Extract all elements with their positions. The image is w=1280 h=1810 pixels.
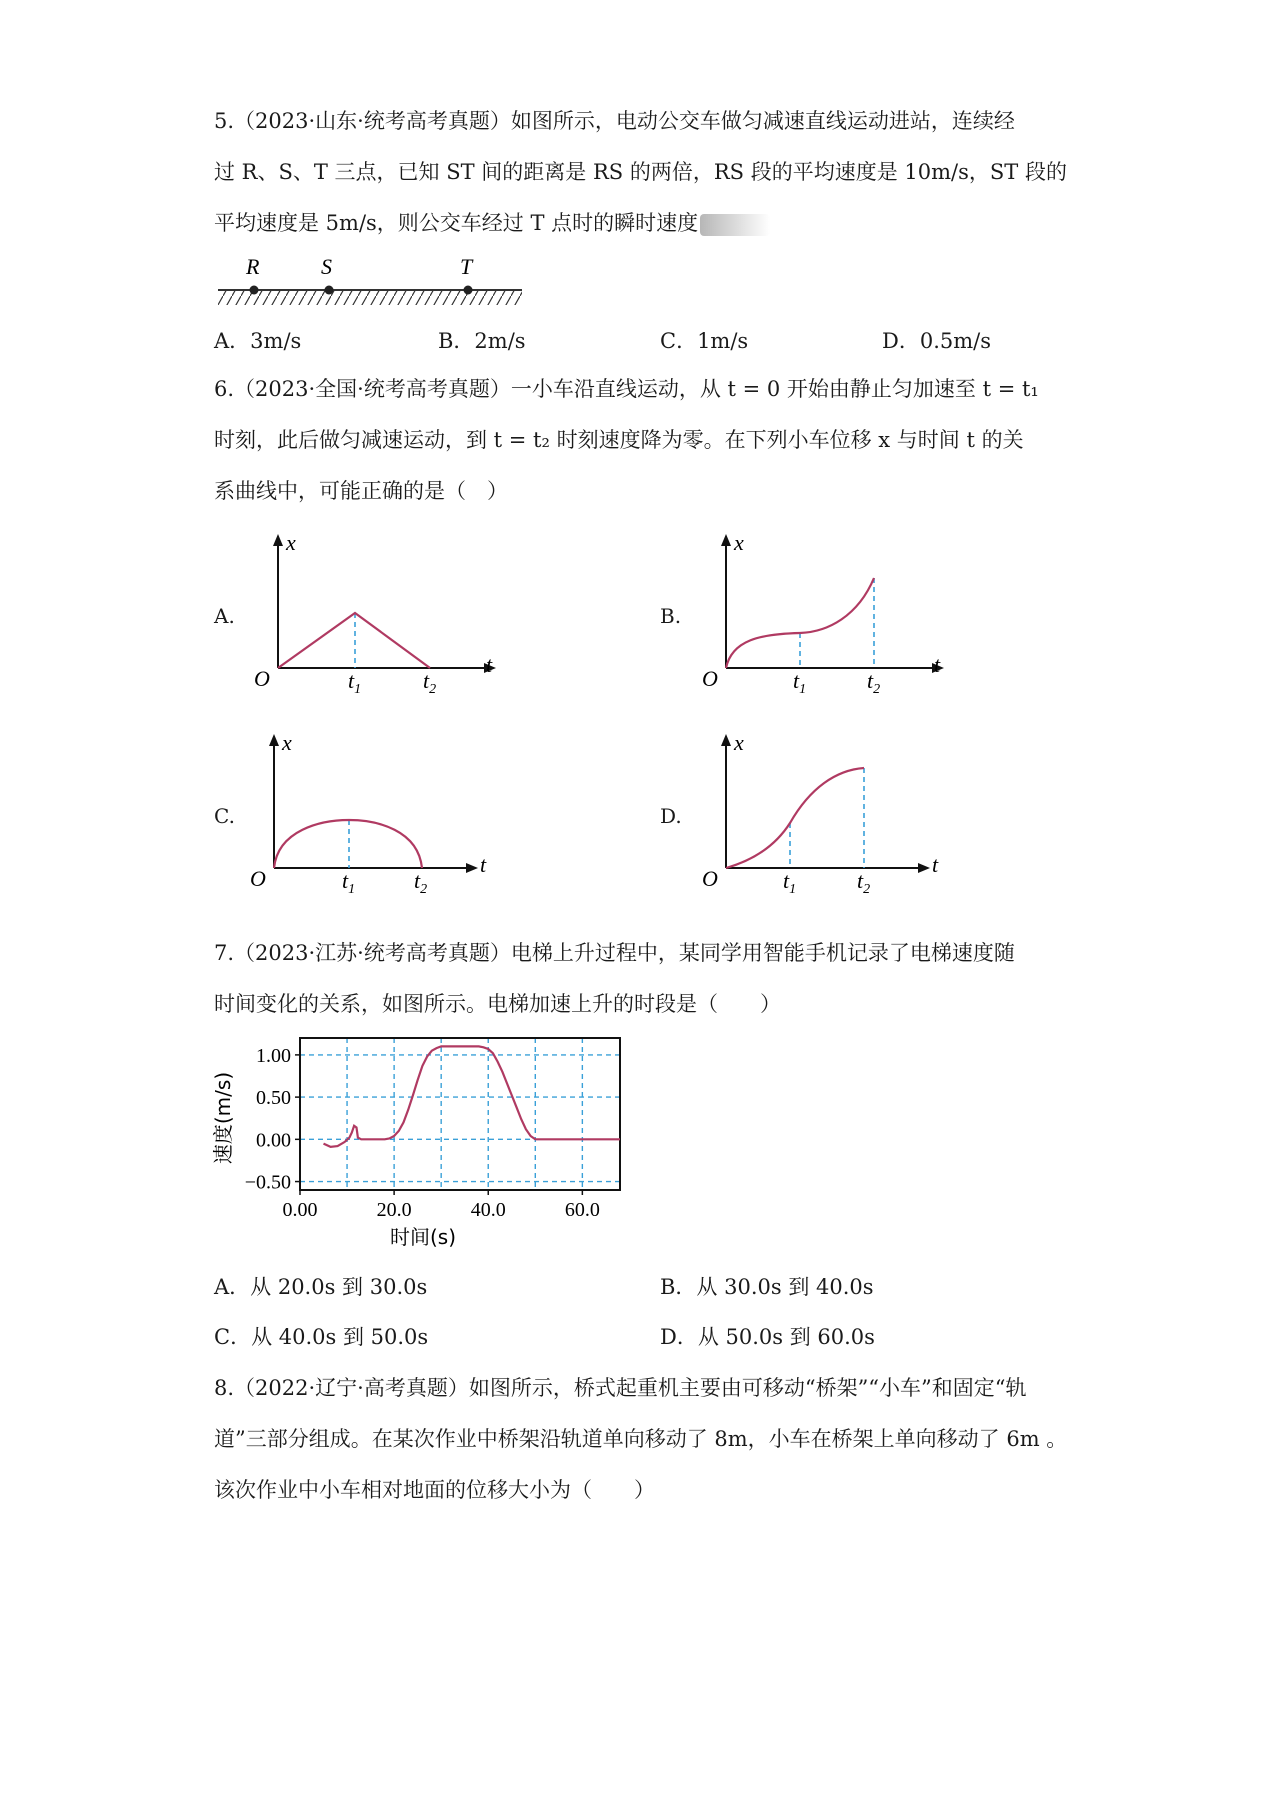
- axis-t-label: t: [934, 652, 941, 677]
- blur-mask: [700, 214, 770, 236]
- q6-line-1: 6.（2023·全国·统考高考真题）一小车沿直线运动，从 t = 0 开始由静止匀加速至 t = t₁: [214, 377, 1039, 401]
- q5-option-a[interactable]: A．3m/s: [214, 329, 302, 353]
- x-tick-label: 0.00: [282, 1199, 318, 1221]
- q8-line-3: 该次作业中小车相对地面的位移大小为（ ）: [214, 1478, 655, 1502]
- origin-label: O: [702, 666, 718, 691]
- y-axis-label: 速度(m/s): [211, 1071, 235, 1165]
- origin-label: O: [702, 866, 718, 891]
- q6-option-a-letter[interactable]: A.: [214, 604, 235, 628]
- q5-line-3: [214, 208, 770, 238]
- axis-x-label: x: [282, 730, 292, 755]
- y-tick-labels: [245, 1045, 300, 1194]
- origin-label: O: [250, 866, 266, 891]
- y-tick-label: 1.00: [256, 1044, 291, 1067]
- x-tick-labels: [283, 1190, 600, 1221]
- axis-t-label: t: [480, 852, 487, 877]
- q8-line-2: 道”三部分组成。在某次作业中桥架沿轨道单向移动了 8m，小车在桥架上单向移动了 6m 。: [214, 1427, 1068, 1451]
- axis-x-label: x: [286, 530, 296, 555]
- q7-option-d[interactable]: D．从 50.0s 到 60.0s: [660, 1325, 875, 1349]
- y-tick-label: 0.00: [256, 1129, 291, 1152]
- point-s: [325, 286, 334, 295]
- axes: [273, 534, 496, 673]
- x-tick-label: 40.0: [470, 1199, 506, 1221]
- q6-option-d-letter[interactable]: D.: [660, 804, 682, 828]
- y-tick-label: −0.50: [244, 1171, 291, 1194]
- curve-c: [274, 820, 422, 868]
- axis-t-label: t: [486, 652, 493, 677]
- t1-label: $t_1$: [342, 868, 356, 897]
- curve-d: [726, 768, 864, 868]
- q5-line-1: 5.（2023·山东·统考高考真题）如图所示，电动公交车做匀减速直线运动进站，连续经: [214, 109, 1015, 133]
- x-axis-label: 时间(s): [389, 1225, 457, 1249]
- t1-label: $t_1$: [793, 668, 807, 697]
- x-tick-label: 60.0: [564, 1199, 600, 1221]
- label-r: R: [246, 254, 260, 279]
- axes: [269, 734, 478, 873]
- q7-option-b[interactable]: B．从 30.0s 到 40.0s: [660, 1275, 874, 1299]
- velocity-chart: [210, 1030, 630, 1260]
- t2-label: $t_2$: [423, 668, 437, 697]
- q6-option-c-letter[interactable]: C.: [214, 804, 235, 828]
- q7-option-a[interactable]: A．从 20.0s 到 30.0s: [214, 1275, 428, 1299]
- q6-graph-b[interactable]: [698, 530, 968, 695]
- q5-line-3-text: 平均速度是 5m/s，则公交车经过 T 点时的瞬时速度: [214, 211, 699, 235]
- axes: [721, 734, 930, 873]
- label-s: S: [321, 254, 332, 279]
- point-t: [464, 286, 473, 295]
- q6-option-b-letter[interactable]: B.: [660, 604, 682, 628]
- axis-x-label: x: [734, 730, 744, 755]
- q6-graph-c[interactable]: [246, 730, 506, 895]
- q6-line-2: 时刻，此后做匀减速运动，到 t = t₂ 时刻速度降为零。在下列小车位移 x 与时间 t 的关: [214, 428, 1024, 452]
- x-tick-label: 20.0: [376, 1199, 412, 1221]
- axes: [721, 534, 944, 673]
- q5-option-b[interactable]: B．2m/s: [438, 329, 526, 353]
- origin-label: O: [254, 666, 270, 691]
- plot-frame: [300, 1038, 620, 1190]
- label-t: T: [460, 254, 473, 279]
- chart-grid: [300, 1038, 620, 1190]
- y-tick-label: 0.50: [256, 1087, 291, 1110]
- t1-label: $t_1$: [783, 868, 797, 897]
- t2-label: $t_2$: [414, 868, 428, 897]
- q5-option-c[interactable]: C．1m/s: [660, 329, 749, 353]
- t1-label: $t_1$: [348, 668, 362, 697]
- point-r: [250, 286, 259, 295]
- t2-label: $t_2$: [857, 868, 871, 897]
- q6-graph-d[interactable]: [698, 730, 968, 895]
- q8-line-1: 8.（2022·辽宁·高考真题）如图所示，桥式起重机主要由可移动“桥架”“小车”和固定“轨: [214, 1376, 1027, 1400]
- q5-line-2: 过 R、S、T 三点，已知 ST 间的距离是 RS 的两倍，RS 段的平均速度是 10m/s，ST 段的: [214, 160, 1067, 184]
- ground-hatch: [218, 290, 522, 305]
- q6-line-3: 系曲线中，可能正确的是（ ）: [214, 479, 508, 503]
- axis-x-label: x: [734, 530, 744, 555]
- q6-graph-a[interactable]: [250, 530, 510, 695]
- q7-line-2: 时间变化的关系，如图所示。电梯加速上升的时段是（ ）: [214, 992, 781, 1016]
- t2-label: $t_2$: [867, 668, 881, 697]
- q5-road-figure: [214, 248, 534, 310]
- q7-line-1: 7.（2023·江苏·统考高考真题）电梯上升过程中，某同学用智能手机记录了电梯速度随: [214, 941, 1015, 965]
- q5-option-d[interactable]: D．0.5m/s: [882, 329, 991, 353]
- axis-t-label: t: [932, 852, 939, 877]
- curve-a: [278, 613, 430, 668]
- q7-option-c[interactable]: C．从 40.0s 到 50.0s: [214, 1325, 429, 1349]
